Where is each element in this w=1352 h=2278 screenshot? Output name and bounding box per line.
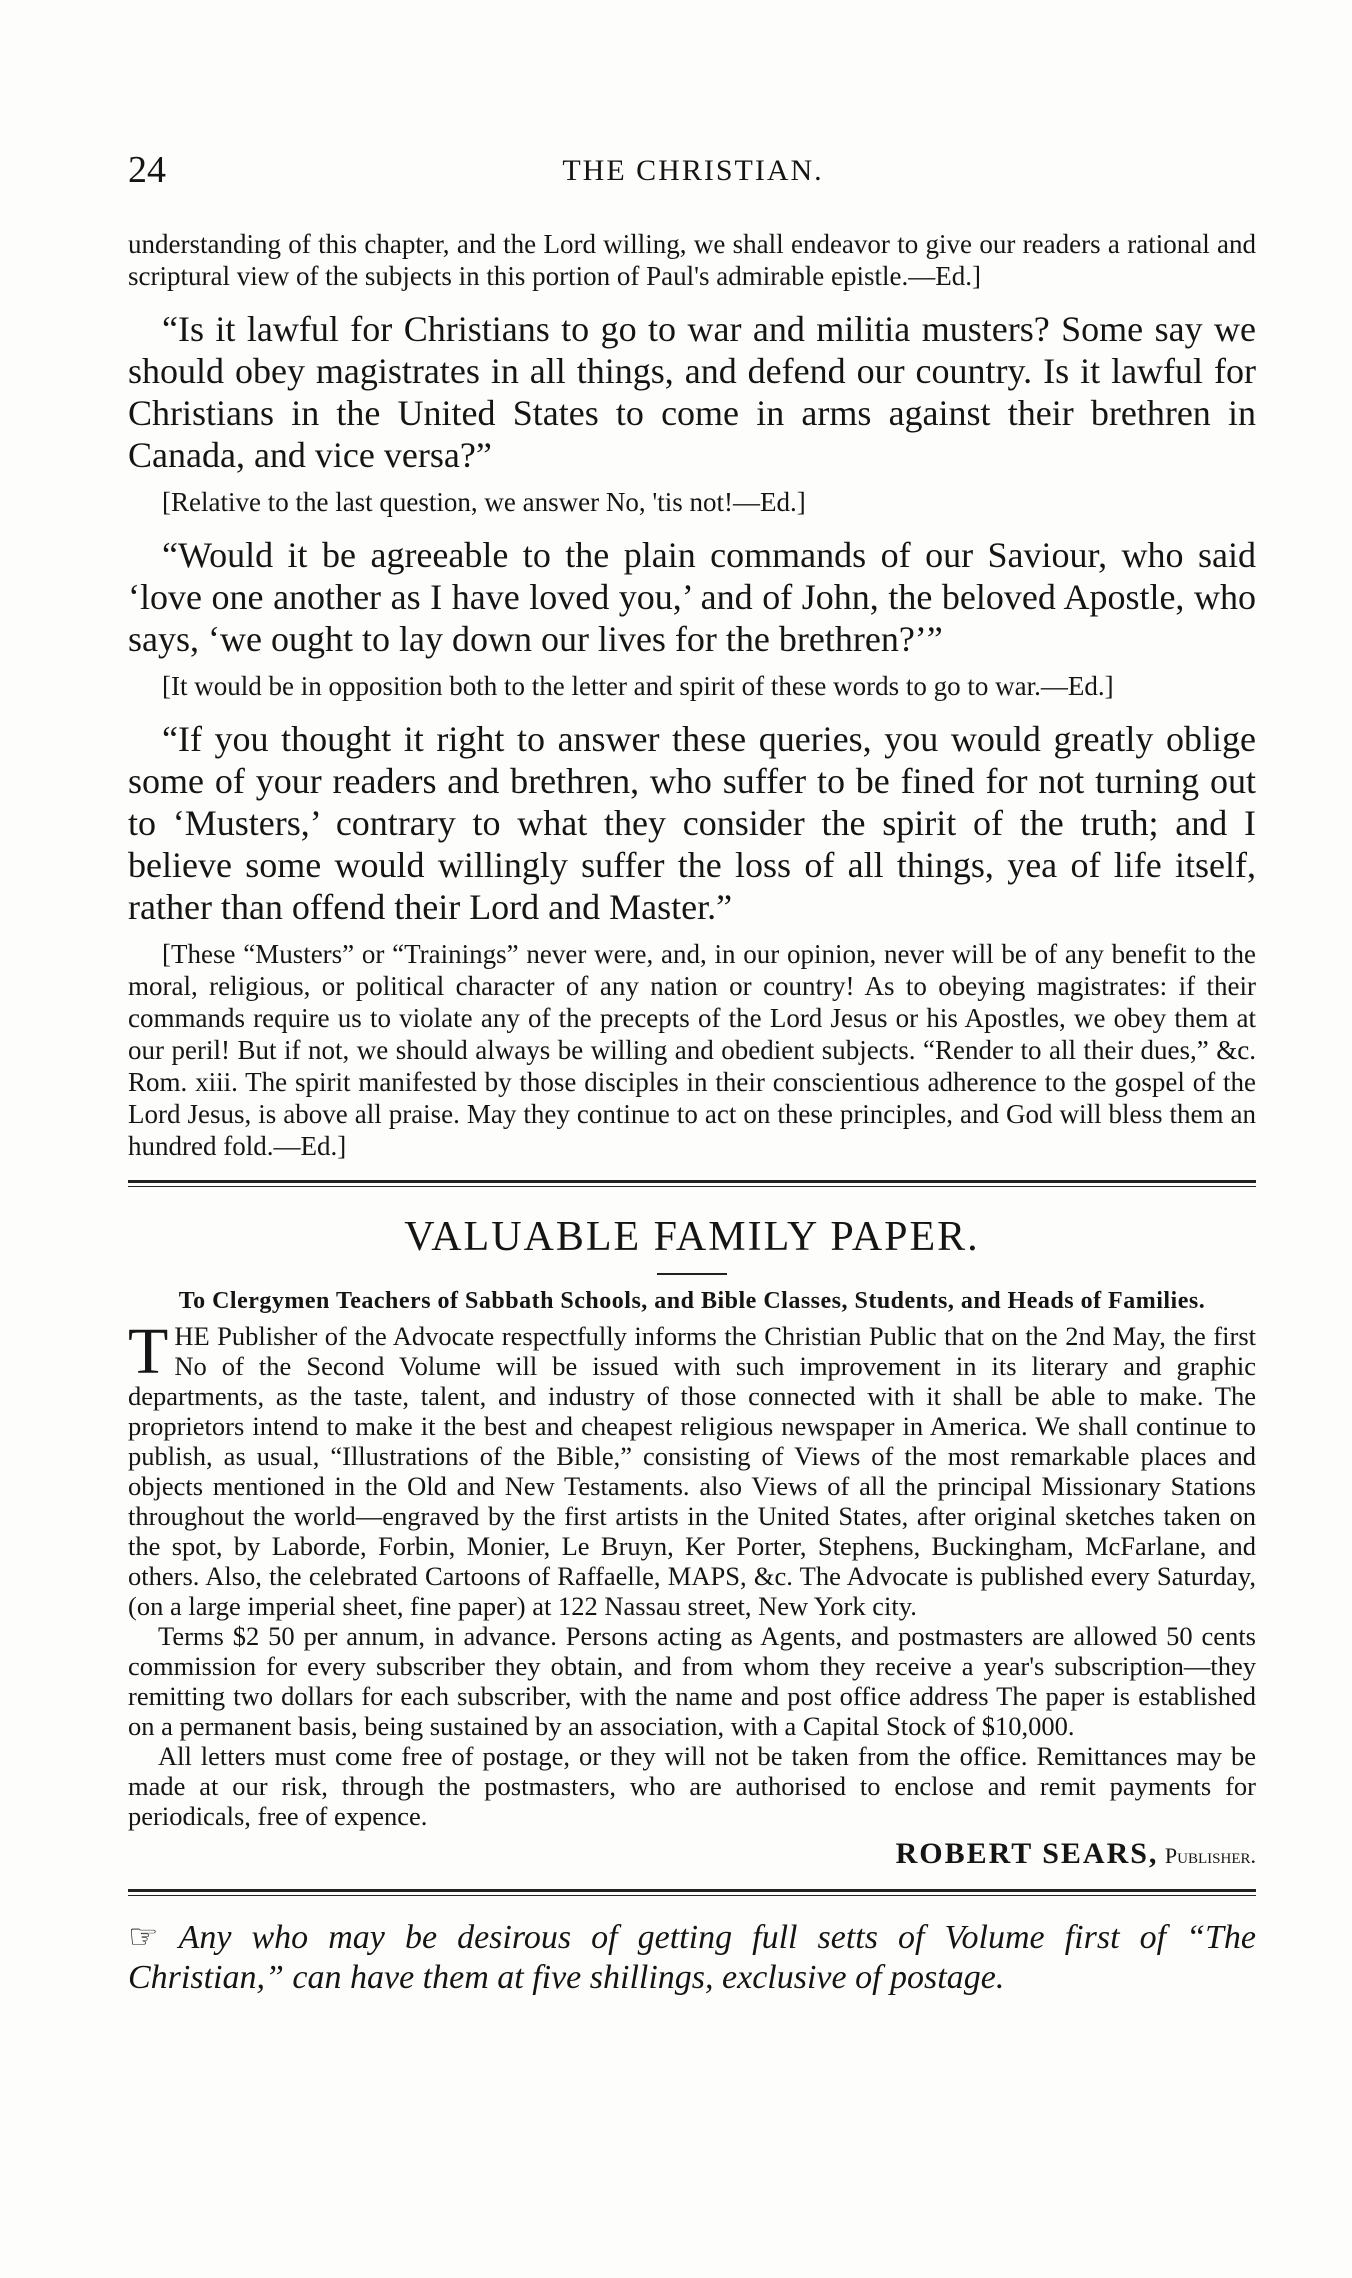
volume-notice-text: Any who may be desirous of getting full setts of Volume first of “The Christian,” can have them at five shillings, exclusive of postage.: [128, 1919, 1257, 1996]
reply-3: [These “Musters” or “Trainings” never were, and, in our opinion, never will be of any benefit to the moral, religious, or political character of any nation or country! As to obeying magistrates: if their commands require us to violate any of the precepts of the Lord Jesus or his Apostles, we obey them at our peril! But if not, we should always be willing and obedient subjects. “Render to all their dues,” &c. Rom. xiii. The spirit manifested by those disciples in their conscientious adherence to the gospel of the Lord Jesus, is above all praise. May they continue to act on these principles, and God will bless them an hundred fold.—Ed.]: [128, 939, 1256, 1161]
advertisement-body-1-text: HE Publisher of the Advocate respectfully informs the Christian Public that on the 2nd May, the first No of the Second Volume will be issued with such improvement in its literary and graphic departments, as the taste, talent, and industry of those connected with it shall be able to make. The proprietors intend to make it the best and cheapest religious newspaper in America. We shall continue to publish, as usual, “Illustrations of the Bible,” consisting of Views of the most remarkable places and objects mentioned in the Old and New Testaments. also Views of all the principal Missionary Stations throughout the world—engraved by the first artists in the United States, after original sketches taken on the spot, by Laborde, Forbin, Monier, Le Bruyn, Ker Porter, Stephens, Buckingham, McFarlane, and others. Also, the celebrated Cartoons of Raffaelle, MAPS, &c. The Advocate is published every Saturday, (on a large imperial sheet, fine paper) at 122 Nassau street, New York city.: [128, 1321, 1256, 1621]
intro-note: understanding of this chapter, and the Lord willing, we shall endeavor to give our readers a rational and scriptural view of the subjects in this portion of Paul's admirable epistle.—Ed.]: [128, 229, 1256, 291]
page-header: [128, 148, 1258, 198]
running-title: THE CHRISTIAN.: [562, 154, 824, 187]
reply-2: [It would be in opposition both to the letter and spirit of these words to go to war.—Ed.]: [162, 671, 1114, 701]
pointing-hand-icon: ☞: [128, 1919, 159, 1956]
volume-notice: [128, 1918, 1256, 1998]
question-2: “Would it be agreeable to the plain commands of our Saviour, who said ‘love one another as I have loved you,’ and of John, the beloved Apostle, who says, ‘we ought to lay down our lives for the brethren?’”: [128, 535, 1256, 659]
question-1: “Is it lawful for Christians to go to war and militia musters? Some say we should obey magistrates in all things, and defend our country. Is it lawful for Christians in the United States to come in arms against their brethren in Canada, and vice versa?”: [128, 309, 1256, 475]
advertisement: [128, 1213, 1256, 1871]
reply-1: [Relative to the last question, we answer No, 'tis not!—Ed.]: [162, 487, 806, 517]
drop-cap: T: [128, 1315, 169, 1388]
advertisement-subtitle: To Clergymen Teachers of Sabbath Schools, and Bible Classes, Students, and Heads of Families.: [178, 1288, 1206, 1314]
advertisement-body-3: All letters must come free of postage, or they will not be taken from the office. Remittances may be made at our risk, through the postmasters, who are authorised to enclose and remit payments for periodicals, free of expence.: [128, 1741, 1256, 1831]
title-rule: [657, 1273, 727, 1275]
advertisement-title: VALUABLE FAMILY PAPER.: [404, 1214, 980, 1260]
section-divider: [128, 1180, 1256, 1187]
publisher-name: ROBERT SEARS,: [895, 1837, 1159, 1870]
article: [128, 228, 1256, 1162]
advertisement-body-1: [128, 1315, 1256, 1621]
page-content: [128, 228, 1256, 1998]
footer-divider: [128, 1889, 1256, 1896]
advertisement-body-2: Terms $2 50 per annum, in advance. Persons acting as Agents, and postmasters are allowed 50 cents commission for every subscriber they obtain, and from whom they receive a year's subscription—they remitting two dollars for each subscriber, with the name and post office address The paper is established on a permanent basis, being sustained by an association, with a Capital Stock of $10,000.: [128, 1621, 1256, 1741]
publisher-signature: [128, 1837, 1256, 1871]
question-3: “If you thought it right to answer these queries, you would greatly oblige some of your readers and brethren, who suffer to be fined for not turning out to ‘Musters,’ contrary to what they consider the spirit of the truth; and I believe some would willingly suffer the loss of all things, yea of life itself, rather than offend their Lord and Master.”: [128, 719, 1256, 927]
publisher-title: Publisher.: [1164, 1843, 1256, 1868]
page-number: 24: [128, 149, 166, 191]
